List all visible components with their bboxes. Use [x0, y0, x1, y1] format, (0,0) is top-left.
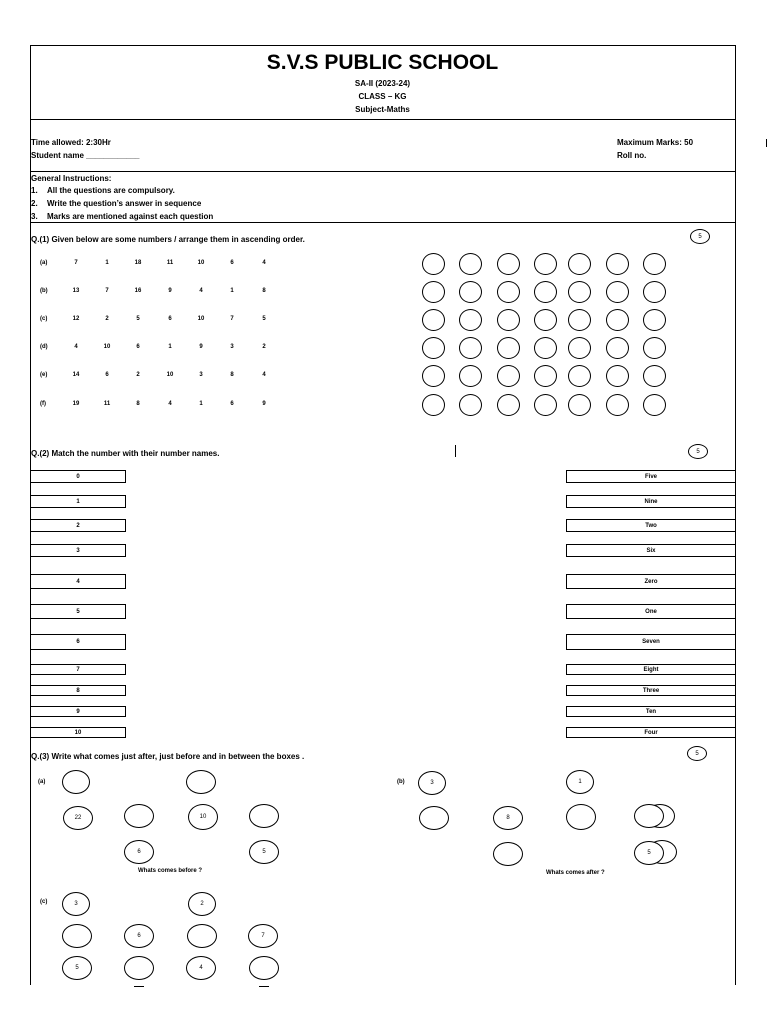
row-label: (f)	[40, 401, 46, 407]
number-circle: 8	[493, 806, 523, 830]
number-cell: 10	[103, 344, 111, 350]
marks-badge: 5	[687, 746, 707, 761]
instruction-text: Marks are mentioned against each question	[47, 212, 214, 221]
number-cell: 13	[72, 288, 80, 294]
answer-circle[interactable]	[186, 770, 216, 794]
info-divider	[30, 171, 735, 172]
number-cell: 4	[262, 372, 266, 378]
answer-circle[interactable]	[606, 365, 629, 387]
number-box[interactable]: 6	[30, 634, 126, 650]
instructions-title: General Instructions:	[31, 174, 112, 183]
after-caption: Whats comes after ?	[546, 870, 605, 876]
number-cell: 1	[168, 344, 172, 350]
number-box[interactable]: 0	[30, 470, 126, 483]
number-circle: 6	[124, 840, 154, 864]
answer-circle[interactable]	[124, 956, 154, 980]
row-label: (e)	[40, 372, 48, 378]
student-name: Student name ____________	[31, 151, 140, 160]
number-cell: 10	[197, 316, 205, 322]
number-circle: 3	[418, 771, 446, 795]
number-cell: 6	[230, 401, 234, 407]
cut-off-mark	[134, 986, 144, 987]
answer-circle[interactable]	[249, 804, 279, 828]
answer-circle[interactable]	[459, 281, 482, 303]
answer-circle[interactable]	[606, 394, 629, 416]
number-box[interactable]: 3	[30, 544, 126, 557]
exam-name: SA-II (2023-24)	[354, 79, 411, 88]
answer-circle[interactable]	[534, 337, 557, 359]
number-cell: 7	[74, 260, 78, 266]
number-cell: 3	[199, 372, 203, 378]
number-box[interactable]: 7	[30, 664, 126, 675]
number-name-box[interactable]: Six	[566, 544, 735, 557]
number-cell: 1	[105, 260, 109, 266]
number-cell: 7	[105, 288, 109, 294]
marks-badge: 5	[690, 229, 710, 244]
number-cell: 10	[197, 260, 205, 266]
number-cell: 18	[134, 260, 142, 266]
answer-circle[interactable]	[422, 281, 445, 303]
number-cell: 4	[74, 344, 78, 350]
answer-circle[interactable]	[459, 365, 482, 387]
answer-circle[interactable]	[422, 365, 445, 387]
answer-circle[interactable]	[459, 309, 482, 331]
answer-circle[interactable]	[643, 337, 666, 359]
row-label: (a)	[40, 260, 48, 266]
answer-circle[interactable]	[534, 253, 557, 275]
instruction-text: All the questions are compulsory.	[47, 186, 175, 195]
number-circle: 6	[124, 924, 154, 948]
answer-circle[interactable]	[62, 924, 92, 948]
part-label: (a)	[38, 779, 46, 785]
number-name-box[interactable]: Seven	[566, 634, 735, 650]
number-cell: 8	[230, 372, 234, 378]
number-cell: 16	[134, 288, 142, 294]
number-cell: 1	[230, 288, 234, 294]
cut-off-mark	[259, 986, 269, 987]
header-divider	[30, 119, 735, 120]
answer-circle[interactable]	[419, 806, 449, 830]
answer-circle[interactable]	[497, 281, 520, 303]
number-box[interactable]: 1	[30, 495, 126, 508]
marks-badge: 5	[688, 444, 708, 459]
question-3-title: Q.(3) Write what comes just after, just before and in between the boxes .	[31, 752, 305, 761]
answer-circle[interactable]	[497, 365, 520, 387]
answer-circle[interactable]	[493, 842, 523, 866]
row-label: (b)	[40, 288, 48, 294]
answer-circle[interactable]	[566, 804, 596, 830]
page-right-border	[735, 45, 736, 985]
answer-circle[interactable]	[459, 394, 482, 416]
number-box[interactable]: 10	[30, 727, 126, 738]
class-name: CLASS – KG	[358, 92, 407, 101]
number-cell: 9	[168, 288, 172, 294]
answer-circle[interactable]	[606, 281, 629, 303]
number-name-box[interactable]: Nine	[566, 495, 735, 508]
number-circle: 1	[566, 770, 594, 794]
answer-circle[interactable]	[534, 394, 557, 416]
page-top-border	[30, 45, 735, 46]
before-caption: Whats comes before ?	[138, 868, 203, 874]
answer-circle[interactable]	[606, 253, 629, 275]
answer-circle[interactable]	[568, 365, 591, 387]
answer-circle[interactable]	[643, 365, 666, 387]
instruction-num: 1.	[31, 186, 38, 195]
number-cell: 10	[166, 372, 174, 378]
stray-mark	[766, 139, 767, 147]
number-cell: 7	[230, 316, 234, 322]
answer-circle[interactable]	[568, 337, 591, 359]
number-cell: 4	[168, 401, 172, 407]
answer-circle[interactable]	[643, 281, 666, 303]
number-name-box[interactable]: Zero	[566, 574, 735, 589]
answer-circle[interactable]	[422, 337, 445, 359]
number-cell: 11	[103, 401, 111, 407]
number-circle: 7	[248, 924, 278, 948]
number-name-box[interactable]: Two	[566, 519, 735, 532]
answer-circle[interactable]	[606, 309, 629, 331]
number-cell: 6	[230, 260, 234, 266]
number-cell: 9	[262, 401, 266, 407]
number-cell: 1	[199, 401, 203, 407]
answer-circle[interactable]	[62, 770, 90, 794]
answer-circle[interactable]	[422, 309, 445, 331]
number-circle: 5	[249, 840, 279, 864]
subject-name: Subject-Maths	[355, 105, 410, 114]
answer-circle[interactable]	[459, 337, 482, 359]
instruction-text: Write the question’s answer in sequence	[47, 199, 202, 208]
stray-mark	[455, 445, 456, 457]
number-circle: 10	[188, 804, 218, 830]
number-cell: 6	[168, 316, 172, 322]
number-box[interactable]: 8	[30, 685, 126, 696]
answer-circle[interactable]	[568, 253, 591, 275]
number-name-box[interactable]: Four	[566, 727, 735, 738]
number-name-box[interactable]: Eight	[566, 664, 735, 675]
answer-circle[interactable]	[643, 253, 666, 275]
school-title: S.V.S PUBLIC SCHOOL	[266, 51, 499, 74]
number-name-box[interactable]: Ten	[566, 706, 735, 717]
number-circle: 2	[188, 892, 216, 916]
maximum-marks: Maximum Marks: 50	[617, 138, 694, 147]
number-cell: 2	[262, 344, 266, 350]
part-label: (c)	[40, 899, 48, 905]
number-cell: 4	[262, 260, 266, 266]
number-name-box[interactable]: Three	[566, 685, 735, 696]
number-box[interactable]: 2	[30, 519, 126, 532]
answer-circle[interactable]	[422, 253, 445, 275]
answer-circle[interactable]	[497, 253, 520, 275]
instructions-divider	[30, 222, 735, 223]
number-cell: 5	[262, 316, 266, 322]
number-cell: 9	[199, 344, 203, 350]
number-cell: 6	[136, 344, 140, 350]
number-cell: 2	[136, 372, 140, 378]
number-cell: 11	[166, 260, 174, 266]
number-circle: 5	[634, 841, 664, 865]
number-cell: 14	[72, 372, 80, 378]
row-label: (d)	[40, 344, 48, 350]
number-cell: 6	[105, 372, 109, 378]
question-2-title: Q.(2) Match the number with their number names.	[31, 449, 220, 458]
answer-circle[interactable]	[497, 337, 520, 359]
number-box[interactable]: 9	[30, 706, 126, 717]
time-allowed: Time allowed: 2:30Hr	[31, 138, 111, 147]
number-cell: 3	[230, 344, 234, 350]
answer-circle[interactable]	[187, 924, 217, 948]
number-cell: 12	[72, 316, 80, 322]
answer-circle[interactable]	[643, 394, 666, 416]
instruction-num: 2.	[31, 199, 38, 208]
answer-circle[interactable]	[124, 804, 154, 828]
row-label: (c)	[40, 316, 48, 322]
answer-circle[interactable]	[634, 804, 664, 828]
answer-circle[interactable]	[497, 309, 520, 331]
answer-circle[interactable]	[568, 281, 591, 303]
answer-circle[interactable]	[534, 281, 557, 303]
answer-circle[interactable]	[422, 394, 445, 416]
number-name-box[interactable]: Five	[566, 470, 735, 483]
answer-circle[interactable]	[606, 337, 629, 359]
number-name-box[interactable]: One	[566, 604, 735, 619]
number-cell: 8	[136, 401, 140, 407]
answer-circle[interactable]	[249, 956, 279, 980]
number-circle: 22	[63, 806, 93, 830]
answer-circle[interactable]	[534, 309, 557, 331]
question-1-title: Q.(1) Given below are some numbers / arrange them in ascending order.	[31, 235, 305, 244]
instruction-num: 3.	[31, 212, 38, 221]
number-circle: 5	[62, 956, 92, 980]
number-box[interactable]: 5	[30, 604, 126, 619]
answer-circle[interactable]	[459, 253, 482, 275]
answer-circle[interactable]	[497, 394, 520, 416]
number-cell: 4	[199, 288, 203, 294]
answer-circle[interactable]	[534, 365, 557, 387]
number-circle: 4	[186, 956, 216, 980]
number-circle: 3	[62, 892, 90, 916]
roll-number: Roll no.	[617, 151, 647, 160]
answer-circle[interactable]	[568, 309, 591, 331]
answer-circle[interactable]	[643, 309, 666, 331]
number-cell: 8	[262, 288, 266, 294]
number-cell: 5	[136, 316, 140, 322]
part-label: (b)	[397, 779, 405, 785]
number-cell: 2	[105, 316, 109, 322]
answer-circle[interactable]	[568, 394, 591, 416]
number-box[interactable]: 4	[30, 574, 126, 589]
number-cell: 19	[72, 401, 80, 407]
